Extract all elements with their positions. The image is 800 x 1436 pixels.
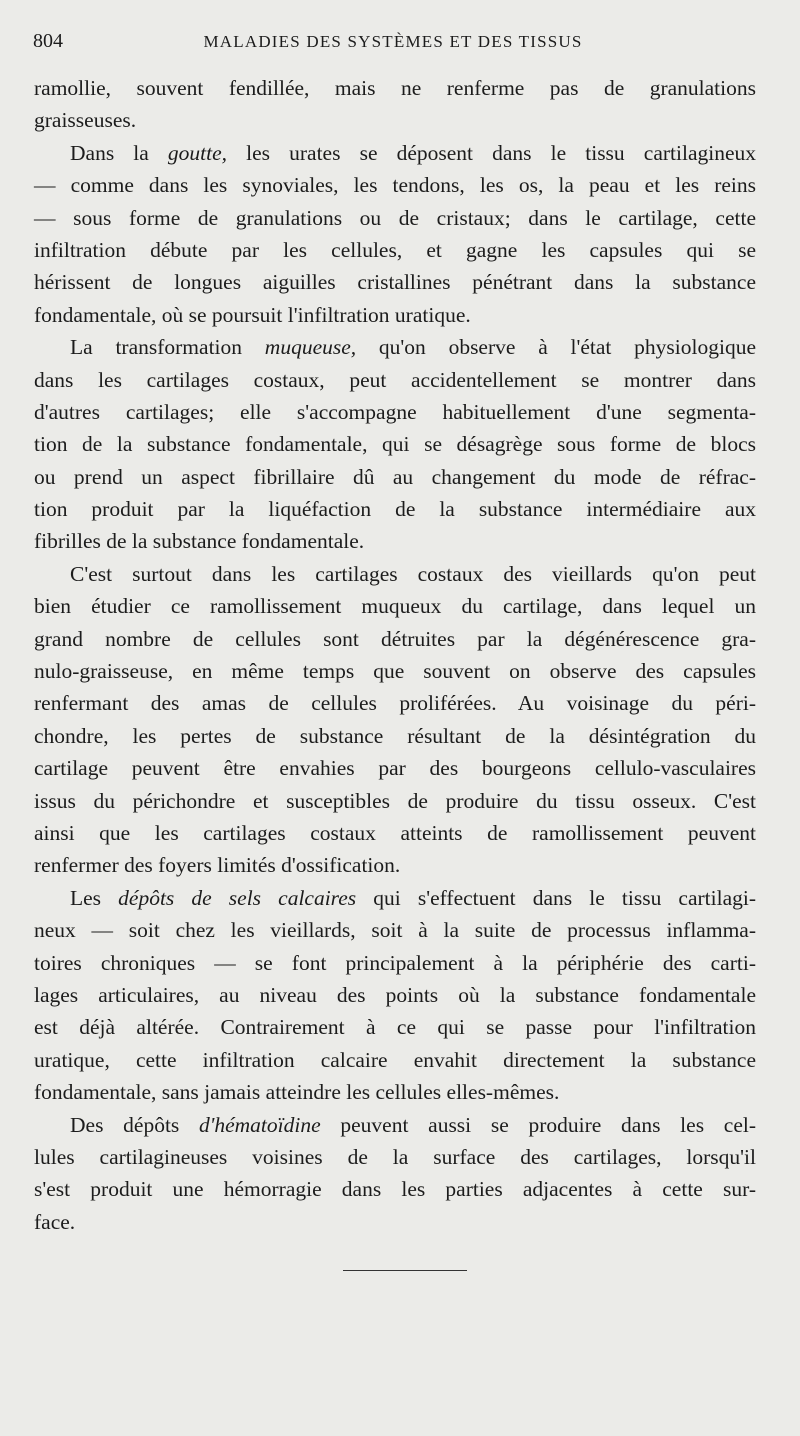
text-segment: infiltration débute par les cellules, et gagne les capsules qui se [34, 237, 756, 262]
text-line [34, 202, 756, 234]
text-segment: tion produit par la liquéfaction de la substance intermédiaire aux [34, 497, 756, 522]
running-head: MALADIES DES SYSTÈMES ET DES TISSUS [203, 32, 583, 51]
text-segment: est déjà altérée. Contrairement à ce qui se passe pour l'infiltration [34, 1015, 756, 1040]
text-segment: bien étudier ce ramollissement muqueux du cartilage, dans lequel un [34, 594, 756, 619]
text-line [34, 752, 756, 784]
page-number: 804 [33, 30, 63, 52]
italic-term: goutte, [167, 140, 228, 165]
text-line [34, 266, 756, 298]
text-segment: uratique, cette infiltration calcaire envahit directement la substance [34, 1047, 756, 1072]
text-segment: La transformation [70, 335, 265, 360]
text-segment: ou prend un aspect fibrillaire dû au changement du mode de réfrac- [34, 464, 756, 489]
text-line [34, 525, 756, 557]
text-segment: peuvent aussi se produire dans les cel- [320, 1112, 756, 1137]
text-line [34, 104, 756, 136]
text-segment: C'est surtout dans les cartilages costaux des vieillards qu'on peut [70, 561, 756, 586]
text-line [34, 1044, 756, 1076]
text-segment: nulo-graisseuse, en même temps que souvent on observe des capsules [34, 659, 756, 684]
text-segment: lules cartilagineuses voisines de la surface des cartilages, lorsqu'il [34, 1144, 756, 1169]
end-rule [343, 1270, 467, 1271]
text-segment: grand nombre de cellules sont détruites par la dégénérescence gra- [34, 626, 756, 651]
text-line [34, 396, 756, 428]
text-segment: toires chroniques — se font principalement à la périphérie des carti- [34, 950, 756, 975]
text-segment: face. [34, 1209, 76, 1234]
text-line [34, 1141, 756, 1173]
text-line [34, 331, 756, 363]
paragraph [34, 137, 756, 331]
text-segment: hérissent de longues aiguilles cristallines pénétrant dans la substance [34, 270, 756, 295]
text-line [34, 1109, 756, 1141]
text-segment: issus du périchondre et susceptibles de produire du tissu osseux. C'est [34, 788, 756, 813]
text-line [34, 364, 756, 396]
text-line [34, 655, 756, 687]
text-segment: dans les cartilages costaux, peut accidentellement se montrer dans [34, 367, 756, 392]
text-line [34, 428, 756, 460]
text-line [34, 590, 756, 622]
text-line [34, 234, 756, 266]
paragraph [34, 72, 756, 137]
paragraph [34, 1109, 756, 1239]
text-segment: lages articulaires, au niveau des points où la substance fondamentale [34, 982, 756, 1007]
text-line [34, 558, 756, 590]
text-line [34, 979, 756, 1011]
text-line [34, 1206, 756, 1238]
italic-term: muqueuse, [264, 335, 357, 360]
text-segment: qu'on observe à l'état physiologique [356, 335, 756, 360]
text-segment: renfermer des foyers limités d'ossification. [34, 853, 401, 878]
text-line [34, 461, 756, 493]
italic-term: dépôts de sels calcaires [118, 885, 357, 910]
paragraph [34, 558, 756, 882]
text-segment: les urates se déposent dans le tissu cartilagineux [227, 140, 757, 165]
text-segment: fondamentale, où se poursuit l'infiltration uratique. [34, 302, 471, 327]
text-line [34, 623, 756, 655]
text-segment: d'autres cartilages; elle s'accompagne habituellement d'une segmenta- [34, 399, 756, 424]
text-segment: cartilage peuvent être envahies par des bourgeons cellulo-vasculaires [34, 756, 756, 781]
text-line [34, 849, 756, 881]
text-segment: qui s'effectuent dans le tissu cartilagi- [356, 885, 757, 910]
paragraph [34, 331, 756, 558]
text-line [34, 1011, 756, 1043]
text-segment: graisseuses. [34, 108, 137, 133]
page-header [33, 30, 753, 60]
text-segment: neux — soit chez les vieillards, soit à la suite de processus inflamma- [34, 918, 756, 943]
text-segment: tion de la substance fondamentale, qui se désagrège sous forme de blocs [34, 432, 756, 457]
text-line [34, 720, 756, 752]
text-segment: ainsi que les cartilages costaux atteints de ramollissement peuvent [34, 820, 756, 845]
text-segment: renfermant des amas de cellules proliférées. Au voisinage du péri- [34, 691, 756, 716]
text-segment: ramollie, souvent fendillée, mais ne renferme pas de granulations [34, 76, 756, 100]
text-segment: s'est produit une hémorragie dans les parties adjacentes à cette sur- [34, 1177, 756, 1202]
text-line [34, 947, 756, 979]
text-line [34, 914, 756, 946]
text-line [34, 687, 756, 719]
text-line [34, 882, 756, 914]
text-line [34, 137, 756, 169]
body-text [34, 72, 756, 1238]
text-segment: chondre, les pertes de substance résultant de la désintégration du [34, 723, 756, 748]
text-segment: fondamentale, sans jamais atteindre les cellules elles-mêmes. [34, 1080, 560, 1105]
text-line [34, 299, 756, 331]
text-line [34, 1076, 756, 1108]
text-segment: fibrilles de la substance fondamentale. [34, 529, 365, 554]
text-segment: Dans la [70, 140, 168, 165]
paragraph [34, 882, 756, 1109]
text-line [34, 817, 756, 849]
text-segment: Des dépôts [70, 1112, 200, 1137]
italic-term: d'hématoïdine [199, 1112, 321, 1137]
text-line [34, 493, 756, 525]
text-line [34, 72, 756, 104]
text-segment: — comme dans les synoviales, les tendons, les os, la peau et les reins [34, 173, 756, 198]
text-segment: Les [70, 885, 119, 910]
text-line [34, 785, 756, 817]
text-line [34, 169, 756, 201]
text-segment: — sous forme de granulations ou de cristaux; dans le cartilage, cette [34, 205, 756, 230]
text-line [34, 1173, 756, 1205]
